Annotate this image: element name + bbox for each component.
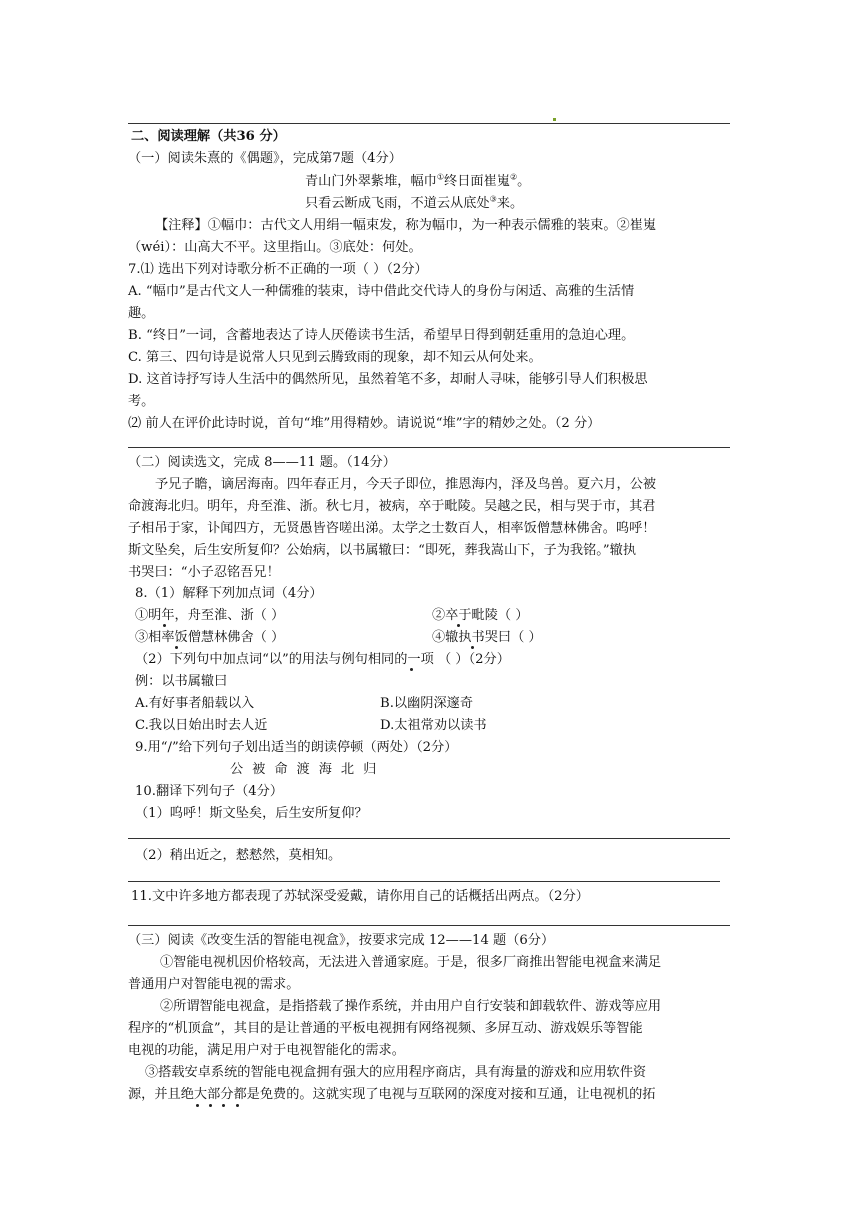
q8-item-3: ③相率饭僧慧林佛舍（ ）: [135, 630, 285, 645]
part3-intro: （三）阅读《改变生活的智能电视盒》，按要求完成 12——14 题（6分）: [128, 933, 555, 948]
passage-line-3: 子相吊于家，讣闻四方，无贤愚皆咨嗟出涕。太学之士数百人，相率饭僧慧林佛舍。呜呼！: [128, 521, 656, 536]
part2-intro: （二）阅读选文，完成 8——11 题。（14分）: [128, 455, 396, 470]
poem-line-2-b: 来。: [496, 196, 524, 211]
answer-line-q10-2[interactable]: [128, 881, 720, 882]
section-title: 二、阅读理解（共36 分）: [131, 129, 286, 144]
color-mark: [553, 118, 556, 121]
passage-line-4: 斯文坠矣，后生安所复仰？公始病，以书属辙曰：“即死，葬我嵩山下，子为我铭。”辙执: [128, 543, 637, 558]
poem-line-2: [305, 193, 523, 215]
article-p3-line-1: ③搭载安卓系统的智能电视盒拥有强大的应用程序商店，具有海量的游戏和应用软件资: [145, 1065, 647, 1080]
emphasis-dot: [410, 668, 413, 671]
q7-option-d-1: D. 这首诗抒写诗人生活中的偶然所见，虽然着笔不多，却耐人寻味，能够引导人们积极思: [128, 372, 648, 387]
note-line-1: 【注释】①幅巾：古代文人用绢一幅束发，称为幅巾，为一种表示儒雅的装束。②崔嵬: [155, 218, 657, 233]
passage-line-2: 命渡海北归。明年，舟至淮、浙。秋七月，被病，卒于毗陵。吴越之民，相与哭于市，其君: [128, 499, 656, 514]
q10-stem: 10.翻译下列句子（4分）: [135, 784, 284, 799]
q8-part2-stem: （2）下列句中加点词“以”的用法与例句相同的一项 （ ）（2分）: [135, 652, 510, 667]
q9-sentence: 公被命渡海北归: [230, 762, 386, 777]
poem-line-1-c: 。: [517, 174, 531, 189]
poem-line-2-a: 只看云断成飞雨，不道云从底处: [305, 196, 490, 211]
q8-stem: 8.（1）解释下列加点词（4分）: [135, 586, 323, 601]
article-p1-line-2: 普通用户对智能电视的需求。: [128, 977, 300, 992]
q7-option-c: C. 第三、四句诗是说常人只见到云腾致雨的现象，却不知云从何处来。: [128, 350, 542, 365]
passage-line-1: 予兄子瞻，谪居海南。四年春正月，今天子即位，推恩海内，泽及鸟兽。夏六月，公被: [155, 477, 657, 492]
poem-line-1: [305, 171, 530, 193]
article-p2-line-2: 程序的“机顶盒”，其目的是让普通的平板电视拥有网络视频、多屏互动、游戏娱乐等智能: [128, 1021, 643, 1036]
note-marker-1: ①: [436, 172, 445, 182]
emphasis-dot: [222, 1104, 225, 1107]
answer-line-q10-1[interactable]: [128, 838, 730, 839]
q8-option-d: D.太祖常劝以读书: [380, 718, 487, 733]
q10-sentence-2: （2）稍出近之，慭慭然，莫相知。: [135, 848, 342, 863]
q8-example: 例：以书属辙曰: [135, 674, 228, 689]
answer-line-q7[interactable]: [128, 447, 730, 448]
note-line-2: （wéi）：山高大不平。这里指山。③底处：何处。: [128, 240, 422, 255]
q8-option-c: C.我以日始出时去人近: [135, 718, 268, 733]
emphasis-dot: [196, 1104, 199, 1107]
q7-option-b: B. “终日”一词，含蓄地表达了诗人厌倦读书生活，希望早日得到朝廷重用的急迫心理。: [128, 328, 635, 343]
article-p1-line-1: ①智能电视机因价格较高，无法进入普通家庭。于是，很多厂商推出智能电视盒来满足: [160, 955, 662, 970]
answer-line-q11[interactable]: [128, 925, 730, 926]
q7-option-a-1: A. “幅巾”是古代文人一种儒雅的装束，诗中借此交代诗人的身份与闲适、高雅的生活情: [128, 284, 635, 299]
part1-intro: （一）阅读朱熹的《偶题》，完成第7题（4分）: [128, 151, 402, 166]
q7-option-d-2: 考。: [128, 394, 155, 409]
q11-stem: 11.文中许多地方都表现了苏轼深受爱戴，请你用自己的话概括出两点。（2分）: [131, 889, 589, 904]
q8-item-2: ②卒于毗陵（ ）: [432, 608, 529, 623]
q10-sentence-1: （1）呜呼！斯文坠矣，后生安所复仰？: [135, 806, 368, 821]
poem-line-1-b: 终日面崔嵬: [444, 174, 510, 189]
note-marker-3: ③: [489, 194, 497, 204]
q8-option-b: B.以幽阴深邃奇: [380, 696, 474, 711]
top-rule: [128, 123, 730, 124]
emphasis-dot: [209, 1104, 212, 1107]
q7-stem: 7.⑴ 选出下列对诗歌分析不正确的一项（ ）（2分）: [128, 262, 428, 277]
article-p2-line-1: ②所谓智能电视盒，是指搭载了操作系统，并由用户自行安装和卸载软件、游戏等应用: [160, 999, 662, 1014]
note-marker-2: ②: [509, 172, 518, 182]
emphasis-dot: [236, 1104, 239, 1107]
article-p3-line-2: 源，并且绝大部分都是免费的。这就实现了电视与互联网的深度对接和互通，让电视机的拓: [128, 1087, 656, 1102]
q7-part2: ⑵ 前人在评价此诗时说，首句“堆”用得精妙。请说说“堆”字的精妙之处。（2 分）: [128, 416, 601, 431]
poem-line-1-a: 青山门外翠紫堆，幅巾: [305, 174, 437, 189]
article-p2-line-3: 电视的功能，满足用户对于电视智能化的需求。: [128, 1043, 405, 1058]
q8-option-a: A.有好事者船载以入: [135, 696, 255, 711]
q8-item-1: ①明年，舟至淮、浙（ ）: [135, 608, 285, 623]
q7-option-a-2: 趣。: [128, 306, 155, 321]
passage-line-5: 书哭曰：“小子忍铭吾兄！: [128, 565, 280, 580]
q8-item-4: ④辙执书哭曰（ ）: [432, 630, 542, 645]
q9-stem: 9.用“/”给下列句子划出适当的朗读停顿（两处）（2分）: [135, 740, 458, 755]
